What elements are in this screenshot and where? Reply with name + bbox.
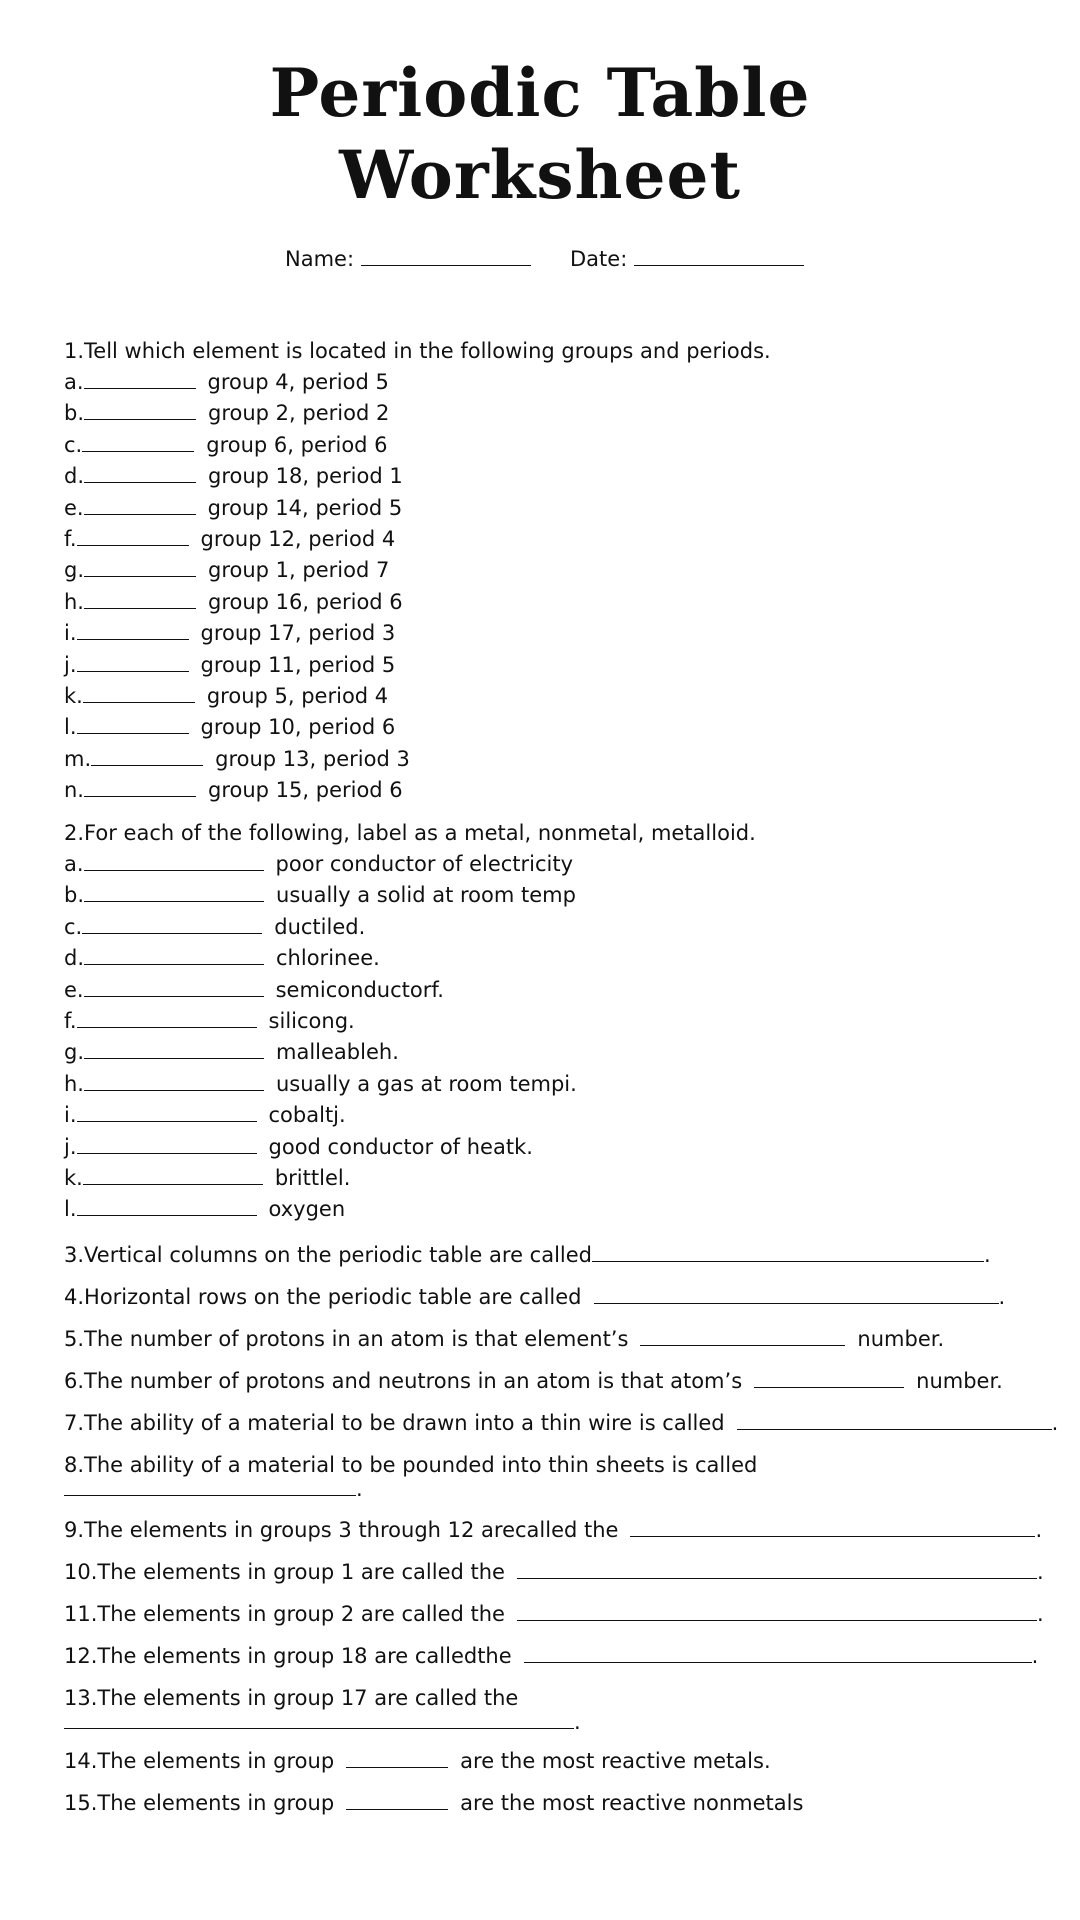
question-3 bbox=[64, 1240, 991, 1270]
q2-item-text: silicong. bbox=[268, 1009, 355, 1033]
q1-item bbox=[64, 775, 403, 805]
q2-item-blank[interactable] bbox=[77, 1007, 257, 1028]
q2-item-letter: c. bbox=[64, 914, 83, 939]
question-13-answer-line bbox=[64, 1707, 581, 1737]
q1-item-letter: h. bbox=[64, 589, 84, 614]
question-12-blank[interactable] bbox=[524, 1642, 1032, 1663]
q2-item-text: usually a solid at room temp bbox=[276, 883, 576, 908]
q2-item-blank[interactable] bbox=[77, 1101, 257, 1122]
question-15-blank[interactable] bbox=[346, 1789, 448, 1810]
q2-item-letter: e. bbox=[64, 977, 84, 1002]
question-14-text: 14.The elements in group bbox=[64, 1749, 335, 1773]
q1-item bbox=[64, 555, 389, 585]
q1-item-blank[interactable] bbox=[83, 682, 195, 703]
q2-item-text: poor conductor of electricity bbox=[275, 852, 574, 876]
q2-item-text: cobaltj. bbox=[268, 1103, 346, 1128]
question-11-end: . bbox=[1036, 1602, 1044, 1626]
q2-item-blank[interactable] bbox=[77, 1195, 257, 1216]
q1-item bbox=[64, 681, 388, 711]
q1-item-blank[interactable] bbox=[84, 494, 196, 515]
q2-item-blank[interactable] bbox=[84, 850, 264, 871]
question-7-text: 7.The ability of a material to be drawn into a thin wire is called bbox=[64, 1411, 725, 1435]
q1-item-letter: e. bbox=[64, 495, 84, 520]
q1-item-text: group 12, period 4 bbox=[200, 527, 396, 551]
q1-item-letter: n. bbox=[64, 778, 84, 803]
q1-item-text: group 4, period 5 bbox=[207, 370, 389, 394]
question-8-text: 8.The ability of a material to be pounded into thin sheets is called bbox=[64, 1453, 758, 1477]
q2-item-blank[interactable] bbox=[83, 1164, 263, 1185]
question-3-blank[interactable] bbox=[592, 1241, 984, 1262]
q2-item bbox=[64, 1132, 533, 1162]
q1-item bbox=[64, 744, 410, 774]
question-7-end: . bbox=[1051, 1411, 1059, 1435]
q2-item-letter: d. bbox=[64, 946, 85, 971]
question-3-text: 3.Vertical columns on the periodic table are called bbox=[64, 1243, 592, 1267]
q2-item-letter: a. bbox=[64, 852, 84, 876]
q1-item-text: group 15, period 6 bbox=[208, 778, 403, 803]
q1-item-letter: l. bbox=[64, 715, 77, 740]
q1-item bbox=[64, 398, 389, 428]
q2-prompt: 2.For each of the following, label as a metal, nonmetal, metalloid. bbox=[64, 821, 756, 845]
q2-item-letter: h. bbox=[64, 1071, 84, 1096]
question-10 bbox=[64, 1557, 1044, 1587]
question-4-text: 4.Horizontal rows on the periodic table are called bbox=[64, 1285, 582, 1309]
question-12 bbox=[64, 1641, 1038, 1671]
question-13-text: 13.The elements in group 17 are called the bbox=[64, 1686, 519, 1710]
question-6 bbox=[64, 1366, 1003, 1396]
q1-item-text: group 16, period 6 bbox=[208, 589, 403, 614]
question-4 bbox=[64, 1282, 1005, 1312]
q2-item bbox=[64, 943, 380, 973]
question-7 bbox=[64, 1408, 1058, 1438]
question-9-text: 9.The elements in groups 3 through 12 arecalled the bbox=[64, 1518, 619, 1542]
question-6-blank[interactable] bbox=[754, 1367, 904, 1388]
q2-item bbox=[64, 975, 444, 1005]
q2-item bbox=[64, 849, 573, 879]
q2-item-text: chlorinee. bbox=[276, 946, 380, 971]
q2-item-letter: l. bbox=[64, 1197, 77, 1222]
date-blank[interactable] bbox=[634, 245, 804, 266]
question-10-end: . bbox=[1036, 1560, 1044, 1584]
q2-item-blank[interactable] bbox=[84, 1038, 264, 1059]
q1-item-letter: m. bbox=[64, 746, 92, 771]
question-15-end: are the most reactive nonmetals bbox=[460, 1791, 804, 1815]
question-7-blank[interactable] bbox=[737, 1409, 1052, 1430]
q1-item bbox=[64, 650, 395, 680]
question-9-blank[interactable] bbox=[630, 1516, 1035, 1537]
q1-item-text: group 14, period 5 bbox=[207, 495, 403, 520]
name-label: Name: bbox=[285, 247, 355, 271]
q2-item-letter: j. bbox=[64, 1134, 77, 1159]
q1-item-letter: a. bbox=[64, 370, 84, 394]
q2-item-blank[interactable] bbox=[84, 1070, 264, 1091]
q2-item bbox=[64, 1100, 346, 1130]
q1-item-letter: b. bbox=[64, 401, 85, 426]
question-5-text: 5.The number of protons in an atom is that element’s bbox=[64, 1327, 629, 1351]
question-12-end: . bbox=[1031, 1644, 1039, 1668]
q1-item-blank[interactable] bbox=[77, 619, 189, 640]
q1-item-blank[interactable] bbox=[77, 525, 189, 546]
q1-item bbox=[64, 493, 402, 523]
q2-item-blank[interactable] bbox=[82, 913, 262, 934]
question-14 bbox=[64, 1746, 771, 1776]
q2-item-letter: b. bbox=[64, 883, 85, 908]
q2-item bbox=[64, 880, 576, 910]
q1-item-blank[interactable] bbox=[84, 776, 196, 797]
name-field[interactable] bbox=[285, 244, 531, 274]
q1-item-blank[interactable] bbox=[77, 713, 189, 734]
q1-item-blank[interactable] bbox=[84, 462, 196, 483]
question-6-end: number. bbox=[916, 1369, 1003, 1393]
q1-item-letter: f. bbox=[64, 527, 77, 551]
question-4-end: . bbox=[998, 1285, 1006, 1309]
q1-item bbox=[64, 461, 403, 491]
q1-item-blank[interactable] bbox=[77, 651, 189, 672]
q1-item-text: group 17, period 3 bbox=[200, 621, 396, 646]
q2-item-text: semiconductorf. bbox=[275, 977, 444, 1002]
q1-item bbox=[64, 587, 403, 617]
q1-item-letter: i. bbox=[64, 621, 77, 646]
q2-item bbox=[64, 1037, 399, 1067]
question-11-text: 11.The elements in group 2 are called the bbox=[64, 1602, 505, 1626]
q2-item-text: malleableh. bbox=[276, 1040, 399, 1065]
q1-item-letter: d. bbox=[64, 464, 85, 489]
q1-item-text: group 13, period 3 bbox=[215, 746, 410, 771]
question-13-blank[interactable] bbox=[64, 1708, 574, 1729]
q1-item-letter: k. bbox=[64, 684, 83, 708]
question-15-text: 15.The elements in group bbox=[64, 1791, 335, 1815]
q2-item-letter: f. bbox=[64, 1009, 77, 1033]
q2-item bbox=[64, 912, 365, 942]
q2-item-blank[interactable] bbox=[84, 976, 264, 997]
question-15 bbox=[64, 1788, 803, 1818]
q1-item-blank[interactable] bbox=[91, 745, 203, 766]
q1-item bbox=[64, 712, 395, 742]
question-8-end: . bbox=[356, 1477, 363, 1501]
q1-item bbox=[64, 524, 395, 554]
title-line-2: Worksheet bbox=[339, 136, 741, 214]
question-14-blank[interactable] bbox=[346, 1747, 448, 1768]
question-8-answer-line bbox=[64, 1474, 363, 1504]
question-4-blank[interactable] bbox=[594, 1283, 999, 1304]
q1-item-blank[interactable] bbox=[84, 556, 196, 577]
q1-item-text: group 10, period 6 bbox=[200, 715, 396, 740]
question-5-end: number. bbox=[857, 1327, 945, 1351]
q2-item bbox=[64, 1006, 355, 1036]
q2-item-letter: k. bbox=[64, 1166, 83, 1190]
q1-item-blank[interactable] bbox=[84, 368, 196, 389]
date-label: Date: bbox=[570, 247, 628, 271]
title-line-1: Periodic Table bbox=[269, 54, 811, 132]
q2-item bbox=[64, 1069, 577, 1099]
question-9 bbox=[64, 1515, 1042, 1545]
question-5-blank[interactable] bbox=[640, 1325, 845, 1346]
question-11-blank[interactable] bbox=[517, 1600, 1037, 1621]
q2-item-blank[interactable] bbox=[77, 1133, 257, 1154]
question-13-end: . bbox=[574, 1710, 581, 1734]
q2-item-blank[interactable] bbox=[84, 881, 264, 902]
q1-item-text: group 6, period 6 bbox=[206, 432, 388, 457]
q1-item-letter: c. bbox=[64, 432, 83, 457]
q2-item-blank[interactable] bbox=[84, 944, 264, 965]
q2-item-letter: g. bbox=[64, 1040, 85, 1065]
question-3-end: . bbox=[984, 1243, 991, 1267]
q1-item-letter: g. bbox=[64, 558, 85, 583]
q1-item bbox=[64, 367, 389, 397]
q1-item-letter: j. bbox=[64, 652, 77, 677]
q1-item-text: group 11, period 5 bbox=[200, 652, 396, 677]
q1-item bbox=[64, 430, 388, 460]
q2-item-text: good conductor of heatk. bbox=[268, 1134, 533, 1159]
question-11 bbox=[64, 1599, 1044, 1629]
question-5 bbox=[64, 1324, 944, 1354]
q1-item-blank[interactable] bbox=[84, 588, 196, 609]
date-field[interactable] bbox=[570, 244, 804, 274]
q2-item-letter: i. bbox=[64, 1103, 77, 1128]
q2-item bbox=[64, 1194, 345, 1224]
question-8-blank[interactable] bbox=[64, 1475, 356, 1496]
question-10-text: 10.The elements in group 1 are called the bbox=[64, 1560, 505, 1584]
question-6-text: 6.The number of protons and neutrons in an atom is that atom’s bbox=[64, 1369, 743, 1393]
q1-item-blank[interactable] bbox=[82, 431, 194, 452]
q2-item-text: oxygen bbox=[268, 1197, 346, 1222]
q1-item-text: group 18, period 1 bbox=[208, 464, 403, 489]
q1-item-blank[interactable] bbox=[84, 399, 196, 420]
question-14-end: are the most reactive metals. bbox=[460, 1749, 771, 1773]
worksheet-title bbox=[0, 52, 1080, 216]
q2-item-text: ductiled. bbox=[274, 914, 366, 939]
q1-item-text: group 2, period 2 bbox=[208, 401, 390, 426]
q2-item bbox=[64, 1163, 350, 1193]
q1-item-text: group 1, period 7 bbox=[208, 558, 390, 583]
question-10-blank[interactable] bbox=[517, 1558, 1037, 1579]
q1-item bbox=[64, 618, 395, 648]
question-9-end: . bbox=[1035, 1518, 1043, 1542]
q2-item-text: brittlel. bbox=[274, 1166, 351, 1190]
q2-item-text: usually a gas at room tempi. bbox=[276, 1071, 577, 1096]
name-blank[interactable] bbox=[361, 245, 531, 266]
q1-prompt: 1.Tell which element is located in the following groups and periods. bbox=[64, 339, 771, 363]
q1-item-text: group 5, period 4 bbox=[206, 684, 389, 708]
question-12-text: 12.The elements in group 18 are calledthe bbox=[64, 1644, 512, 1668]
